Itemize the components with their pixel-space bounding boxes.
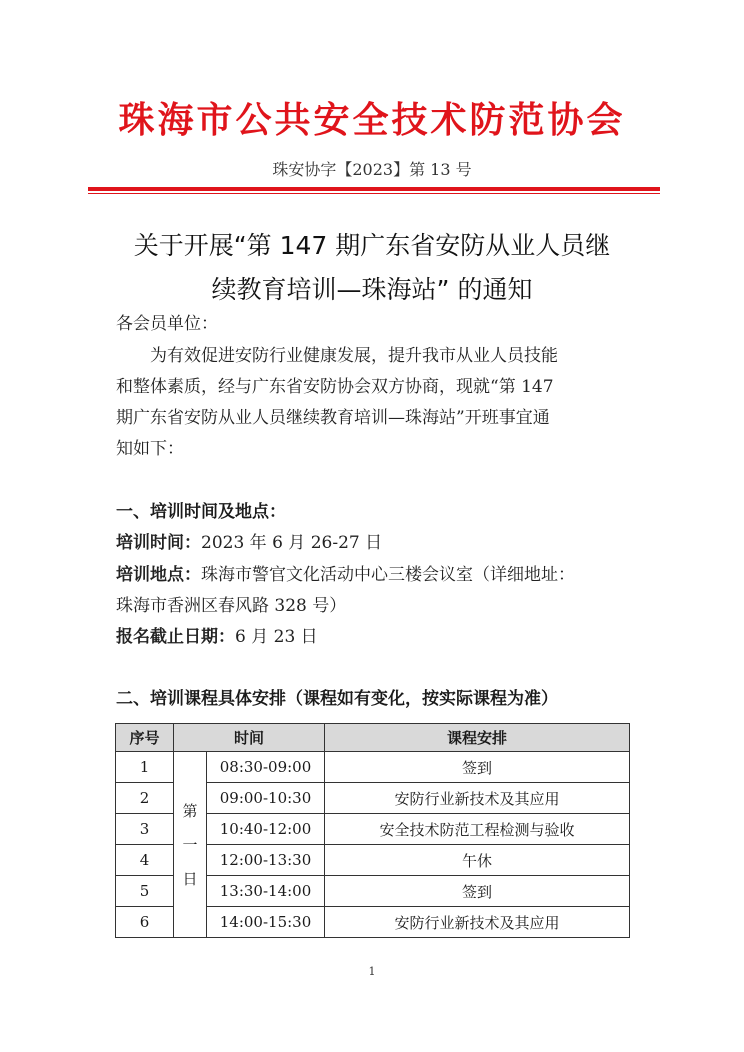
row-course: 安防行业新技术及其应用: [325, 907, 630, 938]
training-place-value-line1: 珠海市警官文化活动中心三楼会议室（详细地址：: [201, 565, 575, 585]
page-number: 1: [368, 965, 376, 978]
row-course: 安全技术防范工程检测与验收: [325, 814, 630, 845]
training-time: [116, 528, 636, 559]
section1-heading: 一、培训时间及地点：: [116, 502, 286, 522]
row-time: 08:30-09:00: [207, 752, 325, 783]
table-header-row: [116, 724, 630, 752]
column-header-no: 序号: [116, 724, 174, 752]
registration-deadline: [116, 622, 636, 653]
day-label: 第一日: [174, 752, 207, 938]
training-place-label: 培训地点：: [116, 565, 201, 585]
intro-line: 知如下：: [116, 439, 184, 459]
document-number: 珠安协字【2023】第 13 号: [272, 160, 472, 179]
row-no: 4: [116, 845, 174, 876]
column-header-course: 课程安排: [325, 724, 630, 752]
organization-title: 珠海市公共安全技术防范协会: [118, 99, 626, 141]
table-row: [116, 752, 630, 783]
intro-line: 和整体素质，经与广东省安防协会双方协商，现就“第 147: [116, 377, 554, 397]
red-divider-thin: [88, 193, 660, 194]
red-divider-thick: [88, 187, 660, 191]
intro-line: 为有效促进安防行业健康发展，提升我市从业人员技能: [150, 346, 558, 366]
deadline-value: 6 月 23 日: [235, 627, 318, 647]
row-time: 10:40-12:00: [207, 814, 325, 845]
row-course: 安防行业新技术及其应用: [325, 783, 630, 814]
row-no: 6: [116, 907, 174, 938]
deadline-label: 报名截止日期：: [116, 627, 235, 647]
row-course: 签到: [325, 876, 630, 907]
section2-heading: 二、培训课程具体安排（课程如有变化，按实际课程为准）: [116, 689, 558, 709]
notice-title-line2: 续教育培训—珠海站” 的通知: [211, 275, 533, 304]
row-no: 2: [116, 783, 174, 814]
row-time: 09:00-10:30: [207, 783, 325, 814]
training-place-value-line2: 珠海市香洲区春风路 328 号）: [116, 596, 347, 616]
row-course: 签到: [325, 752, 630, 783]
row-no: 5: [116, 876, 174, 907]
row-no: 3: [116, 814, 174, 845]
salutation: 各会员单位：: [116, 314, 218, 334]
row-time: 12:00-13:30: [207, 845, 325, 876]
notice-title: [0, 224, 744, 312]
column-header-time: 时间: [174, 724, 325, 752]
training-time-value: 2023 年 6 月 26-27 日: [201, 533, 383, 553]
row-time: 13:30-14:00: [207, 876, 325, 907]
training-place: [116, 560, 636, 622]
training-time-label: 培训时间：: [116, 533, 201, 553]
row-no: 1: [116, 752, 174, 783]
row-course: 午休: [325, 845, 630, 876]
notice-title-line1: 关于开展“第 147 期广东省安防从业人员继: [133, 231, 611, 260]
intro-line: 期广东省安防从业人员继续教育培训—珠海站”开班事宜通: [116, 408, 550, 428]
row-time: 14:00-15:30: [207, 907, 325, 938]
course-schedule-table: [115, 723, 630, 938]
intro-paragraph: [116, 341, 636, 465]
